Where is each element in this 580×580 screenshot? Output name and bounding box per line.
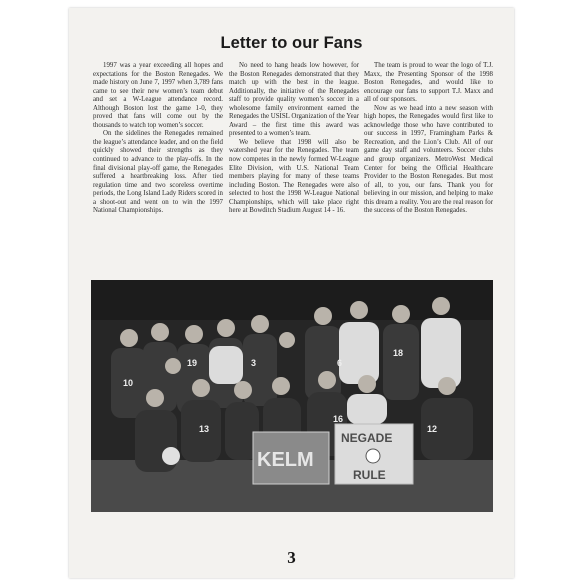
- tree-line: [91, 280, 493, 320]
- soccer-ball: [162, 447, 180, 465]
- paragraph: Now as we head into a new season with high hopes, the Renegades would first like to acknowledge those who have contributed to our success in 1997, Framingham Parks & Recreation, and the Lion’s Club. All of our game day staff and volunteers. Soccer clubs and group organizers. MetroWest Medical Center for being the Official Healthcare Provider to the Boston Renegades. But most of all, to you, our fans. Thank you for believing in our mission, and helping to make this dream a reality. You are the real reason for the success of the Boston Renegades.: [364, 104, 493, 215]
- jersey-number: 18: [393, 348, 404, 358]
- text-column-1: [93, 62, 223, 216]
- renegades-rule-sign: [335, 424, 413, 484]
- jersey-number: 16: [333, 414, 344, 424]
- paragraph: No need to hang heads low however, for the Boston Renegades demonstrated that they match up with the best in the league. Additionally, the initiative of the Renegades staff to provide quality women’s soccer in a wholesome family environment earned the Renegades the USISL Organization of the Year Award – the first time this award was presented to a women’s team.: [229, 62, 359, 138]
- team-photo-illustration: [91, 280, 493, 512]
- jersey-number: 13: [199, 424, 210, 434]
- paragraph: We believe that 1998 will also be watershed year for the Renegades. The team now competes in the newly formed W-League Elite Division, with U.S. National Team members playing for many of these teams including Boston. The Renegades were also selected to host the 1998 W-League National Championships, which will take place right here at Bowditch Stadium August 14 - 16.: [229, 138, 359, 215]
- sign-text: KELM: [257, 449, 314, 471]
- paragraph: The team is proud to wear the logo of T.J. Maxx, the Presenting Sponsor of the 1998 Boston Renegades, and would like to encourage our fans to support T.J. Maxx and all of our sponsors.: [364, 62, 493, 104]
- program-page: [69, 8, 514, 578]
- page-title: Letter to our Fans: [220, 34, 363, 52]
- text-column-2: [229, 62, 359, 216]
- jersey-number: 10: [123, 378, 134, 388]
- jersey-number: 12: [427, 424, 438, 434]
- ball-drawing: [366, 449, 380, 463]
- sign-text: RULE: [353, 468, 386, 482]
- jersey-number: 3: [251, 358, 257, 368]
- page-number: 3: [287, 548, 296, 567]
- paragraph: On the sidelines the Renegades remained the league’s attendance leader, and on the field quickly showed their strengths as they continued to advance to the play-offs. In the final divisional play-off game, the Renegades suffered a heartbreaking loss. After tied regulation time and two scoreless overtime periods, the Long Island Lady Riders scored in a shoot-out and went on to win the 1997 National Championships.: [93, 130, 223, 215]
- paragraph: 1997 was a year exceeding all hopes and expectations for the Boston Renegades. We made history on June 7, 1997 when 3,789 fans came to see their new women’s team debut and set a W-League attendance record. Although Boston lost the game 1-0, they proved that fans will come out by the thousands to watch top women’s soccer.: [93, 62, 223, 129]
- jersey-number: 6: [337, 358, 343, 368]
- jersey-number: 19: [187, 358, 198, 368]
- text-column-3: [364, 62, 493, 216]
- kelm-sign: [253, 432, 329, 484]
- team-photo: [91, 280, 493, 512]
- sign-text: NEGADE: [341, 431, 393, 445]
